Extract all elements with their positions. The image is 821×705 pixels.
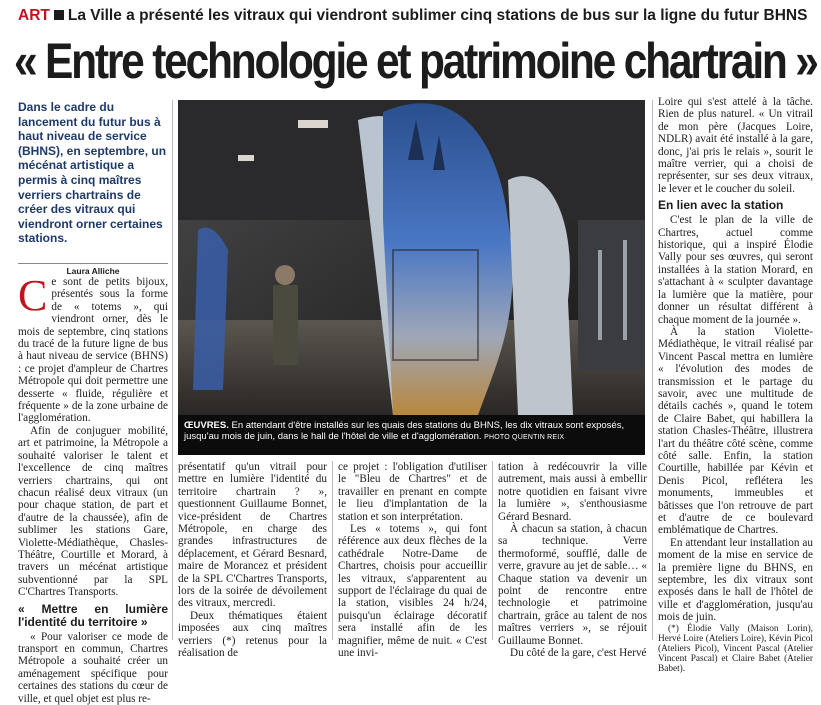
photo-credit: PHOTO QUENTIN REIX (484, 434, 565, 441)
column-rule (332, 461, 333, 640)
paragraph: Du côté de la gare, c'est Hervé (510, 647, 647, 660)
subhead: « Mettre en lumière l'identité du territoire » (18, 601, 168, 629)
photo-caption (178, 415, 645, 455)
article-column-2 (178, 461, 327, 660)
caption-label: ŒUVRES. (184, 420, 229, 431)
article-column-3 (338, 461, 487, 660)
paragraph: Les « totems », qui font référence aux deux flèches de la cathédrale Notre-Dame de Chartres, choisis pour accueillir les vitraux, s'apparentent au support de l'éclairage du quai de la station, visibles 24 h/24, puisqu'un éclairage décoratif sera installé afin de les magnifier, même de nuit. « C'est une invi- (338, 523, 487, 660)
paragraph: Afin de conjuguer mobilité, art et patrimoine, la Métropole a souhaité valoriser le talent et l'excellence de cinq maîtres verriers chartrains, qui ont chacun réalisé deux vitraux (un pour chaque station, de part et d'autre de la chaussée), afin de sublimer les stations Gare, Violette-Médiathèque, Chasles-Théâtre, Courtille et Morard, à travers un mécénat artistique subventionné par la SPL C'Chartres Transports. (18, 424, 168, 599)
article-photo (178, 100, 645, 415)
headline: « Entre technologie et patrimoine chartrain » (14, 33, 817, 89)
paragraph: « Pour valoriser ce mode de transport en commun, Chartres Métropole a souhaité créer un aménagement spécifique pour certaines des stations du cœur de ville, et quel objet est plus re- (18, 630, 168, 705)
stained-glass-photo-illustration (178, 100, 645, 415)
kicker-rubric: ART (18, 7, 50, 24)
paragraph: Deux thématiques étaient imposées aux cinq maîtres verriers (*) retenus pour la réalisation de (178, 609, 327, 660)
column-rule (492, 461, 493, 640)
paragraph: En attendant leur installation au moment de la mise en service de la première ligne du BHNS, en septembre, les dix vitraux sont exposés dans le hall de l'hôtel de ville et d'agglomération, jusqu'au mois de juin. (658, 536, 813, 624)
paragraph: Ce sont de petits bijoux, présentés sous la forme de « totems », qui viendront orner, dès le mois de septembre, cinq stations du tracé de la future ligne de bus à haut niveau de service (BHNS) : ce projet d'ampleur de Chartres Métropole qui doit permettre une desserte « fluide, régulière et fréquente » de la zone urbaine de l'agglomération. (18, 271, 168, 425)
footnote: (*) Élodie Vally (Maison Lorin), Hervé Loire (Ateliers Loire), Kévin Picol (Ateliers Picol), Vincent Pascal (Atelier Vincent Pascal) et Claire Babet (Atelier Babet). (658, 623, 813, 675)
paragraph: À la station Violette-Médiathèque, le vitrail réalisé par Vincent Pascal mettra en lumière « l'évolution des modes de transmission et le partage du savoir, avec une multitude de détails cachés », quand le totem de Claire Babet, qui habillera la station Chasles-Théâtre, illustrera l'art du théâtre côté scène, comme côté salle. Enfin, la station Courtille, habillée par Kévin et Denis Picol, reflétera les monuments, immeubles et bâtisses que l'on retrouve de part et d'autre de ce boulevard emblématique de Chartres. (658, 325, 813, 537)
article-column-4 (498, 461, 647, 660)
subhead: En lien avec la station (658, 198, 784, 213)
column-rule (172, 100, 173, 640)
paragraph: présentatif qu'un vitrail pour mettre en lumière l'identité du territoire chartrain ? », questionnent Guillaume Bonnet, vice-président de Chartres Métropole, en charge des grandes infrastructures de déplacement, et Gérard Besnard, maire de Morancez et président de la SPL C'Chartres Transports, lors de la soirée de dévoilement des vitraux, mercredi. (178, 461, 327, 610)
paragraph: À chacun sa station, à chacun sa technique. Verre thermoformé, soufflé, dalle de verre, gravure au jet de sable… « Chaque station va devenir un point de rencontre entre technologie et patrimoine chartrain, grâce au talent de nos maîtres verriers », se réjouit Guillaume Bonnet. (498, 523, 647, 647)
kicker (18, 5, 818, 27)
paragraph: ce projet : l'obligation d'utiliser le "Bleu de Chartres" et de travailler en prenant en compte le lieu d'implantation de la station et son interprétation. (338, 461, 487, 523)
paragraph: Loire qui s'est attelé à la tâche. Rien de plus naturel. « Un vitrail de mon père (Jacques Loire, NDLR) avait été installé à la gare, donc, j'ai pris le relais », sourit le maître verrier, qui a choisi de représenter, sur ses deux vitraux, le lever et le coucher du soleil. (658, 96, 813, 195)
paragraph: tation à redécouvrir la ville autrement, mais aussi à embellir notre quotidien en faisant vivre la lumière », s'enthousiasme Gérard Besnard. (498, 461, 647, 523)
kicker-square (54, 10, 64, 20)
drop-cap: C (18, 271, 48, 320)
byline-author: Laura Alliche (66, 266, 120, 276)
caption-text: En attendant d'être installés sur les quais des stations du BHNS, les dix vitraux sont exposés, jusqu'au mois de juin, dans le hall de l'hôtel de ville et d'agglomération. (184, 420, 625, 442)
article-column-5 (658, 96, 813, 675)
lede: Dans le cadre du lancement du futur bus à haut niveau de service (BHNS), en septembre, un mécénat artistique a permis à cinq maîtres verriers chartrains de créer des vitraux qui viendront orner certaines stations. (18, 100, 167, 246)
kicker-text: La Ville a présenté les vitraux qui viendront sublimer cinq stations de bus sur la ligne du futur BHNS (67, 7, 808, 24)
paragraph: C'est le plan de la ville de Chartres, actuel comme historique, qui a inspiré Élodie Vally pour ses œuvres, qui seront installées à la station Morard, en s'attachant à « sculpter davantage la lumière que la matière, pour donner un résultat différent à chaque moment de la journée ». (658, 214, 813, 326)
column-rule (652, 100, 653, 640)
